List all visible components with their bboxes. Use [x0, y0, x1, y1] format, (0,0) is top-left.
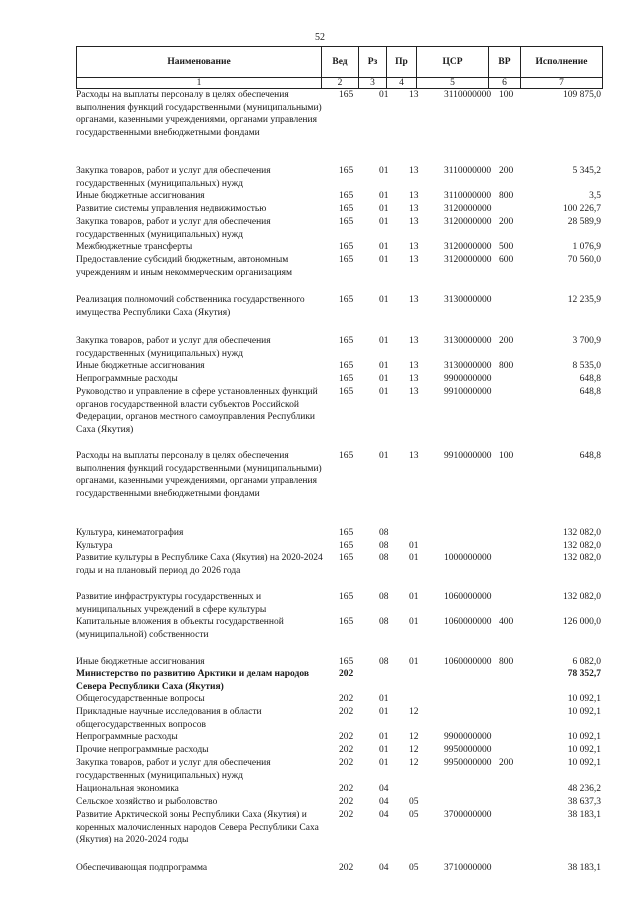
row-vr: 200 [499, 758, 514, 768]
row-csr: 3110000000 [444, 90, 492, 100]
row-ved: 165 [339, 204, 354, 214]
row-vr: 600 [499, 255, 514, 265]
row-ved: 165 [339, 90, 354, 100]
row-name: Развитие Арктической зоны Республики Саха (Якутия) и коренных малочисленных народов Севера Республики Саха (Якутия) на 2020-2024 годы [76, 810, 319, 845]
row-ved: 165 [339, 387, 354, 397]
col-number-2: 2 [322, 78, 359, 88]
row-pr: 05 [409, 797, 419, 807]
row-pr: 13 [409, 295, 419, 305]
header-row [76, 46, 603, 78]
row-csr: 3130000000 [444, 361, 492, 371]
row-amount: 100 226,7 [563, 204, 601, 214]
row-name: Обеспечивающая подпрограмма [76, 863, 208, 873]
row-pr: 13 [409, 336, 419, 346]
row-ved: 165 [339, 541, 354, 551]
row-name: Расходы на выплаты персоналу в целях обеспечения выполнения функций государственными (муниципальными) органами, казенными учреждениями, органами управления государственными внебюджетными фондами [76, 451, 322, 499]
row-name: Национальная экономика [76, 784, 179, 794]
row-amount: 5 345,2 [572, 166, 601, 176]
row-csr: 3130000000 [444, 295, 492, 305]
row-pr: 13 [409, 90, 419, 100]
row-rz: 01 [379, 242, 389, 252]
row-ved: 202 [339, 797, 354, 807]
row-amount: 3,5 [589, 191, 601, 201]
row-name: Непрограммные расходы [76, 732, 178, 742]
row-name: Предоставление субсидий бюджетным, автономным учреждениям и иным некоммерческим организациям [76, 255, 293, 278]
row-amount: 10 092,1 [567, 732, 601, 742]
row-name: Межбюджетные трансферты [76, 242, 193, 252]
row-pr: 13 [409, 361, 419, 371]
row-rz: 01 [379, 361, 389, 371]
row-pr: 05 [409, 863, 419, 873]
row-amount: 78 352,7 [567, 669, 601, 679]
row-amount: 1 076,9 [572, 242, 601, 252]
row-ved: 165 [339, 617, 354, 627]
row-name: Иные бюджетные ассигнования [76, 361, 205, 371]
row-pr: 12 [409, 745, 419, 755]
row-ved: 165 [339, 166, 354, 176]
row-ved: 165 [339, 255, 354, 265]
row-csr: 9900000000 [444, 374, 492, 384]
row-name: Развитие инфраструктуры государственных и муниципальных учреждений в сфере культуры [76, 592, 267, 615]
row-amount: 109 875,0 [563, 90, 601, 100]
col-number-3: 3 [359, 78, 387, 88]
row-vr: 800 [499, 191, 514, 201]
row-amount: 648,8 [579, 374, 601, 384]
header-name: Наименование [77, 47, 322, 77]
row-amount: 126 000,0 [563, 617, 601, 627]
row-pr: 13 [409, 204, 419, 214]
row-vr: 100 [499, 90, 514, 100]
row-rz: 01 [379, 732, 389, 742]
row-name: Сельское хозяйство и рыболовство [76, 797, 218, 807]
row-ved: 165 [339, 242, 354, 252]
row-csr: 9950000000 [444, 758, 492, 768]
row-rz: 08 [379, 592, 389, 602]
row-pr: 13 [409, 387, 419, 397]
row-pr: 12 [409, 758, 419, 768]
row-name: Развитие системы управления недвижимостью [76, 204, 267, 214]
row-vr: 200 [499, 217, 514, 227]
row-name: Закупка товаров, работ и услуг для обеспечения государственных (муниципальных) нужд [76, 166, 271, 189]
row-pr: 12 [409, 707, 419, 717]
row-ved: 165 [339, 592, 354, 602]
row-name: Капитальные вложения в объекты государственной (муниципальной) собственности [76, 617, 284, 640]
col-number-1: 1 [77, 78, 322, 88]
row-csr: 9910000000 [444, 451, 492, 461]
row-vr: 500 [499, 242, 514, 252]
row-csr: 3120000000 [444, 242, 492, 252]
row-rz: 08 [379, 541, 389, 551]
col-number-4: 4 [387, 78, 417, 88]
header-isp: Исполнение [535, 57, 588, 67]
page-number: 52 [315, 32, 325, 43]
row-amount: 38 183,1 [567, 810, 601, 820]
row-rz: 01 [379, 255, 389, 265]
row-ved: 202 [339, 669, 354, 679]
row-rz: 01 [379, 387, 389, 397]
row-pr: 13 [409, 217, 419, 227]
col-number-5: 5 [417, 78, 489, 88]
row-csr: 3110000000 [444, 191, 492, 201]
row-csr: 1060000000 [444, 592, 492, 602]
row-name: Министерство по развитию Арктики и делам народов Севера Республики Саха (Якутия) [76, 669, 309, 692]
row-amount: 3 700,9 [572, 336, 601, 346]
row-amount: 10 092,1 [567, 694, 601, 704]
row-rz: 01 [379, 336, 389, 346]
row-amount: 132 082,0 [563, 541, 601, 551]
row-amount: 6 082,0 [572, 657, 601, 667]
col-number-6: 6 [489, 78, 521, 88]
header-ved: Вед [322, 47, 359, 77]
row-name: Общегосударственные вопросы [76, 694, 205, 704]
row-csr: 3710000000 [444, 863, 492, 873]
row-ved: 165 [339, 191, 354, 201]
row-csr: 1000000000 [444, 553, 492, 563]
row-rz: 01 [379, 758, 389, 768]
table-header [76, 46, 601, 88]
row-ved: 202 [339, 758, 354, 768]
row-name: Реализация полномочий собственника государственного имущества Республики Саха (Якутия) [76, 295, 305, 318]
row-amount: 132 082,0 [563, 592, 601, 602]
row-ved: 202 [339, 810, 354, 820]
header-pr: Пр [387, 47, 417, 77]
row-vr: 200 [499, 166, 514, 176]
row-pr: 05 [409, 810, 419, 820]
row-rz: 08 [379, 553, 389, 563]
row-csr: 9950000000 [444, 745, 492, 755]
row-ved: 202 [339, 784, 354, 794]
row-ved: 202 [339, 863, 354, 873]
row-ved: 165 [339, 553, 354, 563]
row-vr: 400 [499, 617, 514, 627]
row-csr: 9900000000 [444, 732, 492, 742]
row-pr: 13 [409, 374, 419, 384]
row-rz: 01 [379, 451, 389, 461]
row-rz: 01 [379, 745, 389, 755]
header-csr: ЦСР [417, 47, 489, 77]
row-rz: 01 [379, 204, 389, 214]
row-csr: 9910000000 [444, 387, 492, 397]
row-pr: 13 [409, 255, 419, 265]
row-ved: 165 [339, 295, 354, 305]
row-pr: 01 [409, 657, 419, 667]
row-name: Культура, кинематография [76, 528, 184, 538]
row-rz: 08 [379, 528, 389, 538]
row-amount: 132 082,0 [563, 528, 601, 538]
row-name: Закупка товаров, работ и услуг для обеспечения государственных (муниципальных) нужд [76, 217, 271, 240]
row-name: Расходы на выплаты персоналу в целях обеспечения выполнения функций государственными (муниципальными) органами, казенными учреждениями, органами управления государственными внебюджетными фондами [76, 90, 322, 138]
row-rz: 04 [379, 863, 389, 873]
row-ved: 202 [339, 745, 354, 755]
row-ved: 165 [339, 451, 354, 461]
row-ved: 165 [339, 217, 354, 227]
row-csr: 3700000000 [444, 810, 492, 820]
row-ved: 165 [339, 374, 354, 384]
row-name: Прикладные научные исследования в области общегосударственных вопросов [76, 707, 262, 730]
row-rz: 01 [379, 191, 389, 201]
row-rz: 01 [379, 166, 389, 176]
row-vr: 800 [499, 657, 514, 667]
row-name: Руководство и управление в сфере установленных функций органов государственной власти субъектов Российской Федерации, органов местного самоуправления Республики Саха (Якутия) [76, 387, 318, 435]
row-name: Иные бюджетные ассигнования [76, 191, 205, 201]
row-amount: 48 236,2 [567, 784, 601, 794]
row-rz: 04 [379, 784, 389, 794]
row-pr: 13 [409, 191, 419, 201]
row-ved: 165 [339, 361, 354, 371]
row-pr: 01 [409, 553, 419, 563]
row-rz: 04 [379, 810, 389, 820]
row-amount: 70 560,0 [567, 255, 601, 265]
row-rz: 04 [379, 797, 389, 807]
row-amount: 12 235,9 [567, 295, 601, 305]
row-amount: 10 092,1 [567, 745, 601, 755]
row-rz: 01 [379, 707, 389, 717]
row-csr: 3130000000 [444, 336, 492, 346]
row-rz: 08 [379, 657, 389, 667]
row-csr: 1060000000 [444, 657, 492, 667]
row-pr: 01 [409, 617, 419, 627]
row-amount: 132 082,0 [563, 553, 601, 563]
row-ved: 165 [339, 657, 354, 667]
row-ved: 165 [339, 336, 354, 346]
row-rz: 01 [379, 374, 389, 384]
row-pr: 01 [409, 541, 419, 551]
row-amount: 8 535,0 [572, 361, 601, 371]
row-name: Закупка товаров, работ и услуг для обеспечения государственных (муниципальных) нужд [76, 336, 271, 359]
row-rz: 01 [379, 90, 389, 100]
row-amount: 38 637,3 [567, 797, 601, 807]
row-name: Прочие непрограммные расходы [76, 745, 209, 755]
col-number-7: 7 [559, 78, 564, 88]
row-ved: 202 [339, 694, 354, 704]
row-name: Закупка товаров, работ и услуг для обеспечения государственных (муниципальных) нужд [76, 758, 271, 781]
row-amount: 648,8 [579, 387, 601, 397]
header-vr: ВР [489, 47, 521, 77]
column-numbers-row [76, 77, 603, 89]
row-vr: 100 [499, 451, 514, 461]
row-name: Культура [76, 541, 113, 551]
row-rz: 08 [379, 617, 389, 627]
row-pr: 12 [409, 732, 419, 742]
row-csr: 1060000000 [444, 617, 492, 627]
row-amount: 28 589,9 [567, 217, 601, 227]
row-csr: 3120000000 [444, 255, 492, 265]
row-name: Развитие культуры в Республике Саха (Якутия) на 2020-2024 годы и на плановый период до 2026 года [76, 553, 323, 576]
row-ved: 202 [339, 707, 354, 717]
row-pr: 01 [409, 592, 419, 602]
row-csr: 3110000000 [444, 166, 492, 176]
row-ved: 165 [339, 528, 354, 538]
row-amount: 10 092,1 [567, 707, 601, 717]
row-vr: 800 [499, 361, 514, 371]
row-amount: 10 092,1 [567, 758, 601, 768]
row-name: Непрограммные расходы [76, 374, 178, 384]
row-csr: 3120000000 [444, 204, 492, 214]
row-pr: 13 [409, 242, 419, 252]
row-amount: 648,8 [579, 451, 601, 461]
row-vr: 200 [499, 336, 514, 346]
row-csr: 3120000000 [444, 217, 492, 227]
row-ved: 202 [339, 732, 354, 742]
row-pr: 13 [409, 166, 419, 176]
row-rz: 01 [379, 295, 389, 305]
header-rz: Рз [359, 47, 387, 77]
row-pr: 13 [409, 451, 419, 461]
row-name: Иные бюджетные ассигнования [76, 657, 205, 667]
row-amount: 38 183,1 [567, 863, 601, 873]
row-rz: 01 [379, 694, 389, 704]
row-rz: 01 [379, 217, 389, 227]
